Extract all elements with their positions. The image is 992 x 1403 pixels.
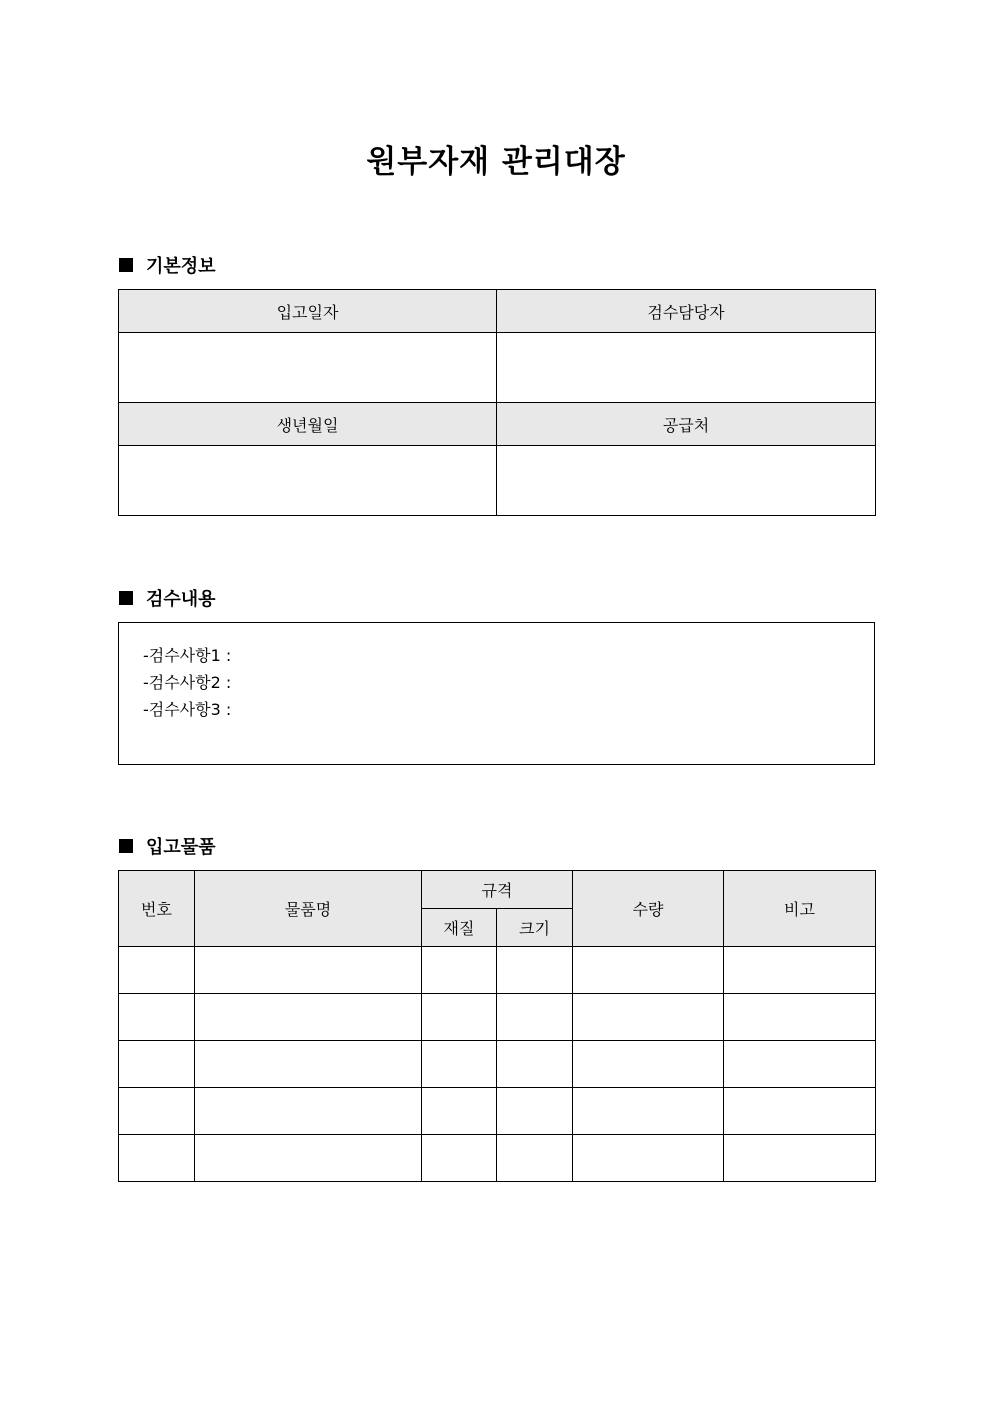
cell-material[interactable] bbox=[422, 1135, 497, 1182]
header-item-name: 물품명 bbox=[195, 871, 422, 947]
section-heading-basic bbox=[119, 253, 216, 277]
cell-note[interactable] bbox=[724, 1088, 876, 1135]
basic-info-table bbox=[118, 289, 876, 516]
cell-number[interactable] bbox=[119, 1088, 195, 1135]
header-material: 재질 bbox=[422, 909, 497, 947]
page-title: 원부자재 관리대장 bbox=[366, 144, 626, 180]
cell-note[interactable] bbox=[724, 1041, 876, 1088]
header-inspector: 검수담당자 bbox=[497, 290, 876, 333]
cell-note[interactable] bbox=[724, 994, 876, 1041]
inspection-box[interactable] bbox=[118, 622, 875, 765]
table-row bbox=[119, 947, 876, 994]
table-row bbox=[119, 1041, 876, 1088]
section-heading-inspection bbox=[119, 586, 216, 610]
section-heading-label: 입고물품 bbox=[146, 837, 216, 858]
cell-item-name[interactable] bbox=[195, 1041, 422, 1088]
cell-quantity[interactable] bbox=[573, 1135, 724, 1182]
cell-material[interactable] bbox=[422, 947, 497, 994]
header-supplier: 공급처 bbox=[497, 403, 876, 446]
cell-number[interactable] bbox=[119, 1041, 195, 1088]
cell-number[interactable] bbox=[119, 947, 195, 994]
cell-quantity[interactable] bbox=[573, 1041, 724, 1088]
header-spec: 규격 bbox=[422, 871, 573, 909]
cell-material[interactable] bbox=[422, 1041, 497, 1088]
inspection-lines bbox=[143, 642, 231, 723]
cell-item-name[interactable] bbox=[195, 1135, 422, 1182]
table-row bbox=[119, 1135, 876, 1182]
items-table bbox=[118, 870, 876, 1182]
inspection-line: -검수사항1 : bbox=[143, 646, 232, 665]
cell-quantity[interactable] bbox=[573, 1088, 724, 1135]
cell-size[interactable] bbox=[497, 1088, 573, 1135]
header-number: 번호 bbox=[119, 871, 195, 947]
header-birth-date: 생년월일 bbox=[119, 403, 497, 446]
section-heading-items bbox=[119, 834, 216, 858]
square-bullet-icon bbox=[119, 839, 133, 853]
cell-item-name[interactable] bbox=[195, 994, 422, 1041]
inspection-line: -검수사항2 : bbox=[143, 673, 232, 692]
cell-size[interactable] bbox=[497, 994, 573, 1041]
supplier-field[interactable] bbox=[497, 446, 876, 516]
receipt-date-field[interactable] bbox=[119, 333, 497, 403]
square-bullet-icon bbox=[119, 258, 133, 272]
section-heading-label: 검수내용 bbox=[146, 589, 216, 610]
cell-item-name[interactable] bbox=[195, 947, 422, 994]
inspector-field[interactable] bbox=[497, 333, 876, 403]
cell-item-name[interactable] bbox=[195, 1088, 422, 1135]
cell-quantity[interactable] bbox=[573, 947, 724, 994]
square-bullet-icon bbox=[119, 591, 133, 605]
cell-note[interactable] bbox=[724, 947, 876, 994]
header-size: 크기 bbox=[497, 909, 573, 947]
cell-size[interactable] bbox=[497, 947, 573, 994]
cell-number[interactable] bbox=[119, 1135, 195, 1182]
cell-material[interactable] bbox=[422, 994, 497, 1041]
inspection-line: -검수사항3 : bbox=[143, 700, 232, 719]
section-heading-label: 기본정보 bbox=[146, 256, 216, 277]
cell-size[interactable] bbox=[497, 1041, 573, 1088]
table-row bbox=[119, 1088, 876, 1135]
cell-number[interactable] bbox=[119, 994, 195, 1041]
cell-note[interactable] bbox=[724, 1135, 876, 1182]
birth-date-field[interactable] bbox=[119, 446, 497, 516]
cell-size[interactable] bbox=[497, 1135, 573, 1182]
header-receipt-date: 입고일자 bbox=[119, 290, 497, 333]
table-row bbox=[119, 994, 876, 1041]
header-quantity: 수량 bbox=[573, 871, 724, 947]
header-note: 비고 bbox=[724, 871, 876, 947]
cell-material[interactable] bbox=[422, 1088, 497, 1135]
cell-quantity[interactable] bbox=[573, 994, 724, 1041]
